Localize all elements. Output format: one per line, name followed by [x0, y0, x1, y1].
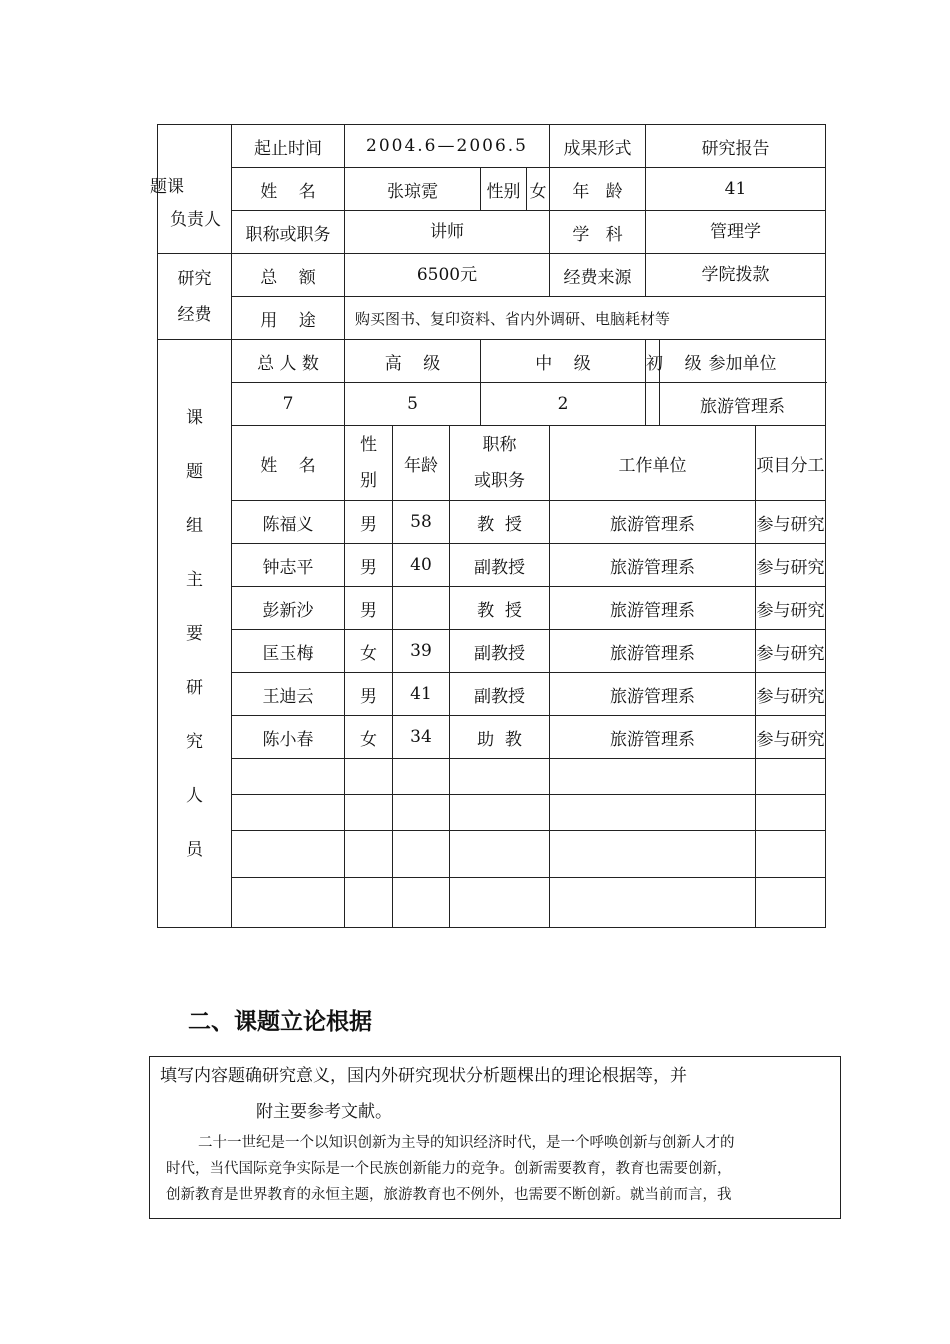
member-gender: 男 [345, 544, 393, 587]
member-role: 参与研究 [756, 587, 826, 630]
senior-header: 高 级 [345, 340, 481, 383]
col-gender-header-line: 别 [360, 471, 377, 491]
name-label: 姓 名 [232, 168, 345, 211]
member-unit: 旅游管理系 [550, 716, 756, 759]
member-age [393, 587, 450, 630]
col-title-header-line: 职称 [482, 435, 517, 455]
members-summary-header-row [158, 340, 826, 383]
use-label: 用 途 [232, 297, 345, 340]
table-row [158, 716, 826, 759]
funding-side-label-2: 经费 [177, 304, 212, 325]
member-role: 参与研究 [756, 630, 826, 673]
member-gender: 男 [345, 587, 393, 630]
funding-side-cell [158, 254, 232, 340]
leader-side-cell [150, 125, 232, 254]
member-unit: 旅游管理系 [550, 587, 756, 630]
junior-value [646, 383, 660, 426]
member-role: 参与研究 [756, 716, 826, 759]
table-row [158, 587, 826, 630]
funding-use-row [158, 297, 826, 340]
source-value: 学院拨款 [646, 254, 826, 297]
empty-row [158, 831, 826, 878]
period-label: 起止时间 [232, 125, 345, 168]
members-side-char: 员 [186, 839, 203, 860]
member-unit: 旅游管理系 [550, 673, 756, 716]
leader-side-label-1: 题课 [150, 177, 184, 197]
col-age-header: 年龄 [393, 426, 450, 501]
member-role: 参与研究 [756, 673, 826, 716]
member-age: 40 [393, 544, 450, 587]
senior-value: 5 [345, 383, 481, 426]
col-name-header: 姓 名 [232, 426, 345, 501]
member-title: 副教授 [450, 673, 550, 716]
application-form-table [150, 124, 826, 928]
members-side-char: 究 [186, 731, 203, 752]
unit-header: 参加单位 [660, 340, 826, 383]
members-side-cell [158, 340, 232, 928]
subject-value: 管理学 [646, 211, 826, 254]
table-row [158, 673, 826, 716]
intermediate-value: 2 [481, 383, 646, 426]
member-gender: 男 [345, 501, 393, 544]
paragraph-line-1: 二十一世纪是一个以知识创新为主导的知识经济时代，是一个呼唤创新与创新人才的 [198, 1135, 735, 1151]
empty-row [158, 878, 826, 928]
section-heading: 二、课题立论根据 [188, 1009, 372, 1035]
members-side-char: 人 [186, 785, 203, 806]
member-title: 助 教 [450, 716, 550, 759]
subject-label: 学 科 [550, 211, 646, 254]
intermediate-header: 中 级 [481, 340, 646, 383]
period-row [158, 125, 826, 168]
title-value: 讲师 [345, 211, 550, 254]
members-side-char: 题 [186, 461, 203, 482]
member-name: 钟志平 [232, 544, 345, 587]
leader-row [158, 168, 826, 211]
member-role: 参与研究 [756, 544, 826, 587]
paragraph-line-3: 创新教育是世界教育的永恒主题，旅游教育也不例外，也需要不断创新。就当前而言，我 [166, 1187, 732, 1203]
member-name: 匡玉梅 [232, 630, 345, 673]
member-age: 39 [393, 630, 450, 673]
gender-value: 女 [527, 168, 550, 211]
total-label: 总 额 [232, 254, 345, 297]
member-name: 陈小春 [232, 716, 345, 759]
member-gender: 女 [345, 716, 393, 759]
col-gender-header [345, 426, 393, 501]
use-value: 购买图书、复印资料、省内外调研、电脑耗材等 [345, 297, 826, 340]
leader-title-row [158, 211, 826, 254]
period-value: 2004.6—2006.5 [345, 125, 550, 168]
name-value: 张琼霓 [345, 168, 481, 211]
member-age: 41 [393, 673, 450, 716]
instruction-line-1: 填写内容题确研究意义，国内外研究现状分析题棵出的理论根据等，并 [160, 1066, 687, 1086]
table-row [158, 544, 826, 587]
members-side-char: 主 [186, 569, 203, 590]
col-title-header-line: 或职务 [474, 471, 525, 491]
members-summary-value-row [158, 383, 826, 426]
members-side-char: 研 [186, 677, 203, 698]
total-count-header: 总 人 数 [232, 340, 345, 383]
table-row [158, 630, 826, 673]
members-header-row [158, 426, 826, 501]
member-title: 副教授 [450, 630, 550, 673]
title-label: 职称或职务 [232, 211, 345, 254]
member-age: 58 [393, 501, 450, 544]
leader-side-label-2: 负责人 [170, 210, 221, 230]
empty-row [158, 795, 826, 831]
member-name: 彭新沙 [232, 587, 345, 630]
member-age: 34 [393, 716, 450, 759]
member-title: 教 授 [450, 501, 550, 544]
members-side-char: 课 [186, 407, 203, 428]
table-row [158, 501, 826, 544]
total-value: 6500元 [345, 254, 550, 297]
age-label: 年 龄 [550, 168, 646, 211]
result-label: 成果形式 [550, 125, 646, 168]
result-value: 研究报告 [646, 125, 826, 168]
col-unit-header: 工作单位 [550, 426, 756, 501]
junior-header: 初 级 [646, 340, 660, 383]
member-role: 参与研究 [756, 501, 826, 544]
empty-row [158, 759, 826, 795]
member-gender: 男 [345, 673, 393, 716]
instruction-line-2: 附主要参考文献。 [256, 1102, 392, 1122]
member-name: 王迪云 [232, 673, 345, 716]
gender-label: 性别 [481, 168, 527, 211]
total-count-value: 7 [232, 383, 345, 426]
member-unit: 旅游管理系 [550, 501, 756, 544]
col-gender-header-line: 性 [360, 435, 377, 455]
col-title-header [450, 426, 550, 501]
age-value: 41 [646, 168, 826, 211]
rationale-box [149, 1056, 841, 1219]
paragraph-line-2: 时代，当代国际竞争实际是一个民族创新能力的竞争。创新需要教育，教育也需要创新， [166, 1161, 732, 1177]
member-title: 教 授 [450, 587, 550, 630]
funding-side-label-1: 研究 [177, 268, 212, 289]
member-unit: 旅游管理系 [550, 630, 756, 673]
member-title: 副教授 [450, 544, 550, 587]
members-side-char: 要 [186, 623, 203, 644]
source-label: 经费来源 [550, 254, 646, 297]
col-role-header: 项目分工 [756, 426, 826, 501]
unit-value: 旅游管理系 [660, 383, 826, 426]
funding-total-row [158, 254, 826, 297]
member-unit: 旅游管理系 [550, 544, 756, 587]
member-gender: 女 [345, 630, 393, 673]
member-name: 陈福义 [232, 501, 345, 544]
members-side-char: 组 [186, 515, 203, 536]
